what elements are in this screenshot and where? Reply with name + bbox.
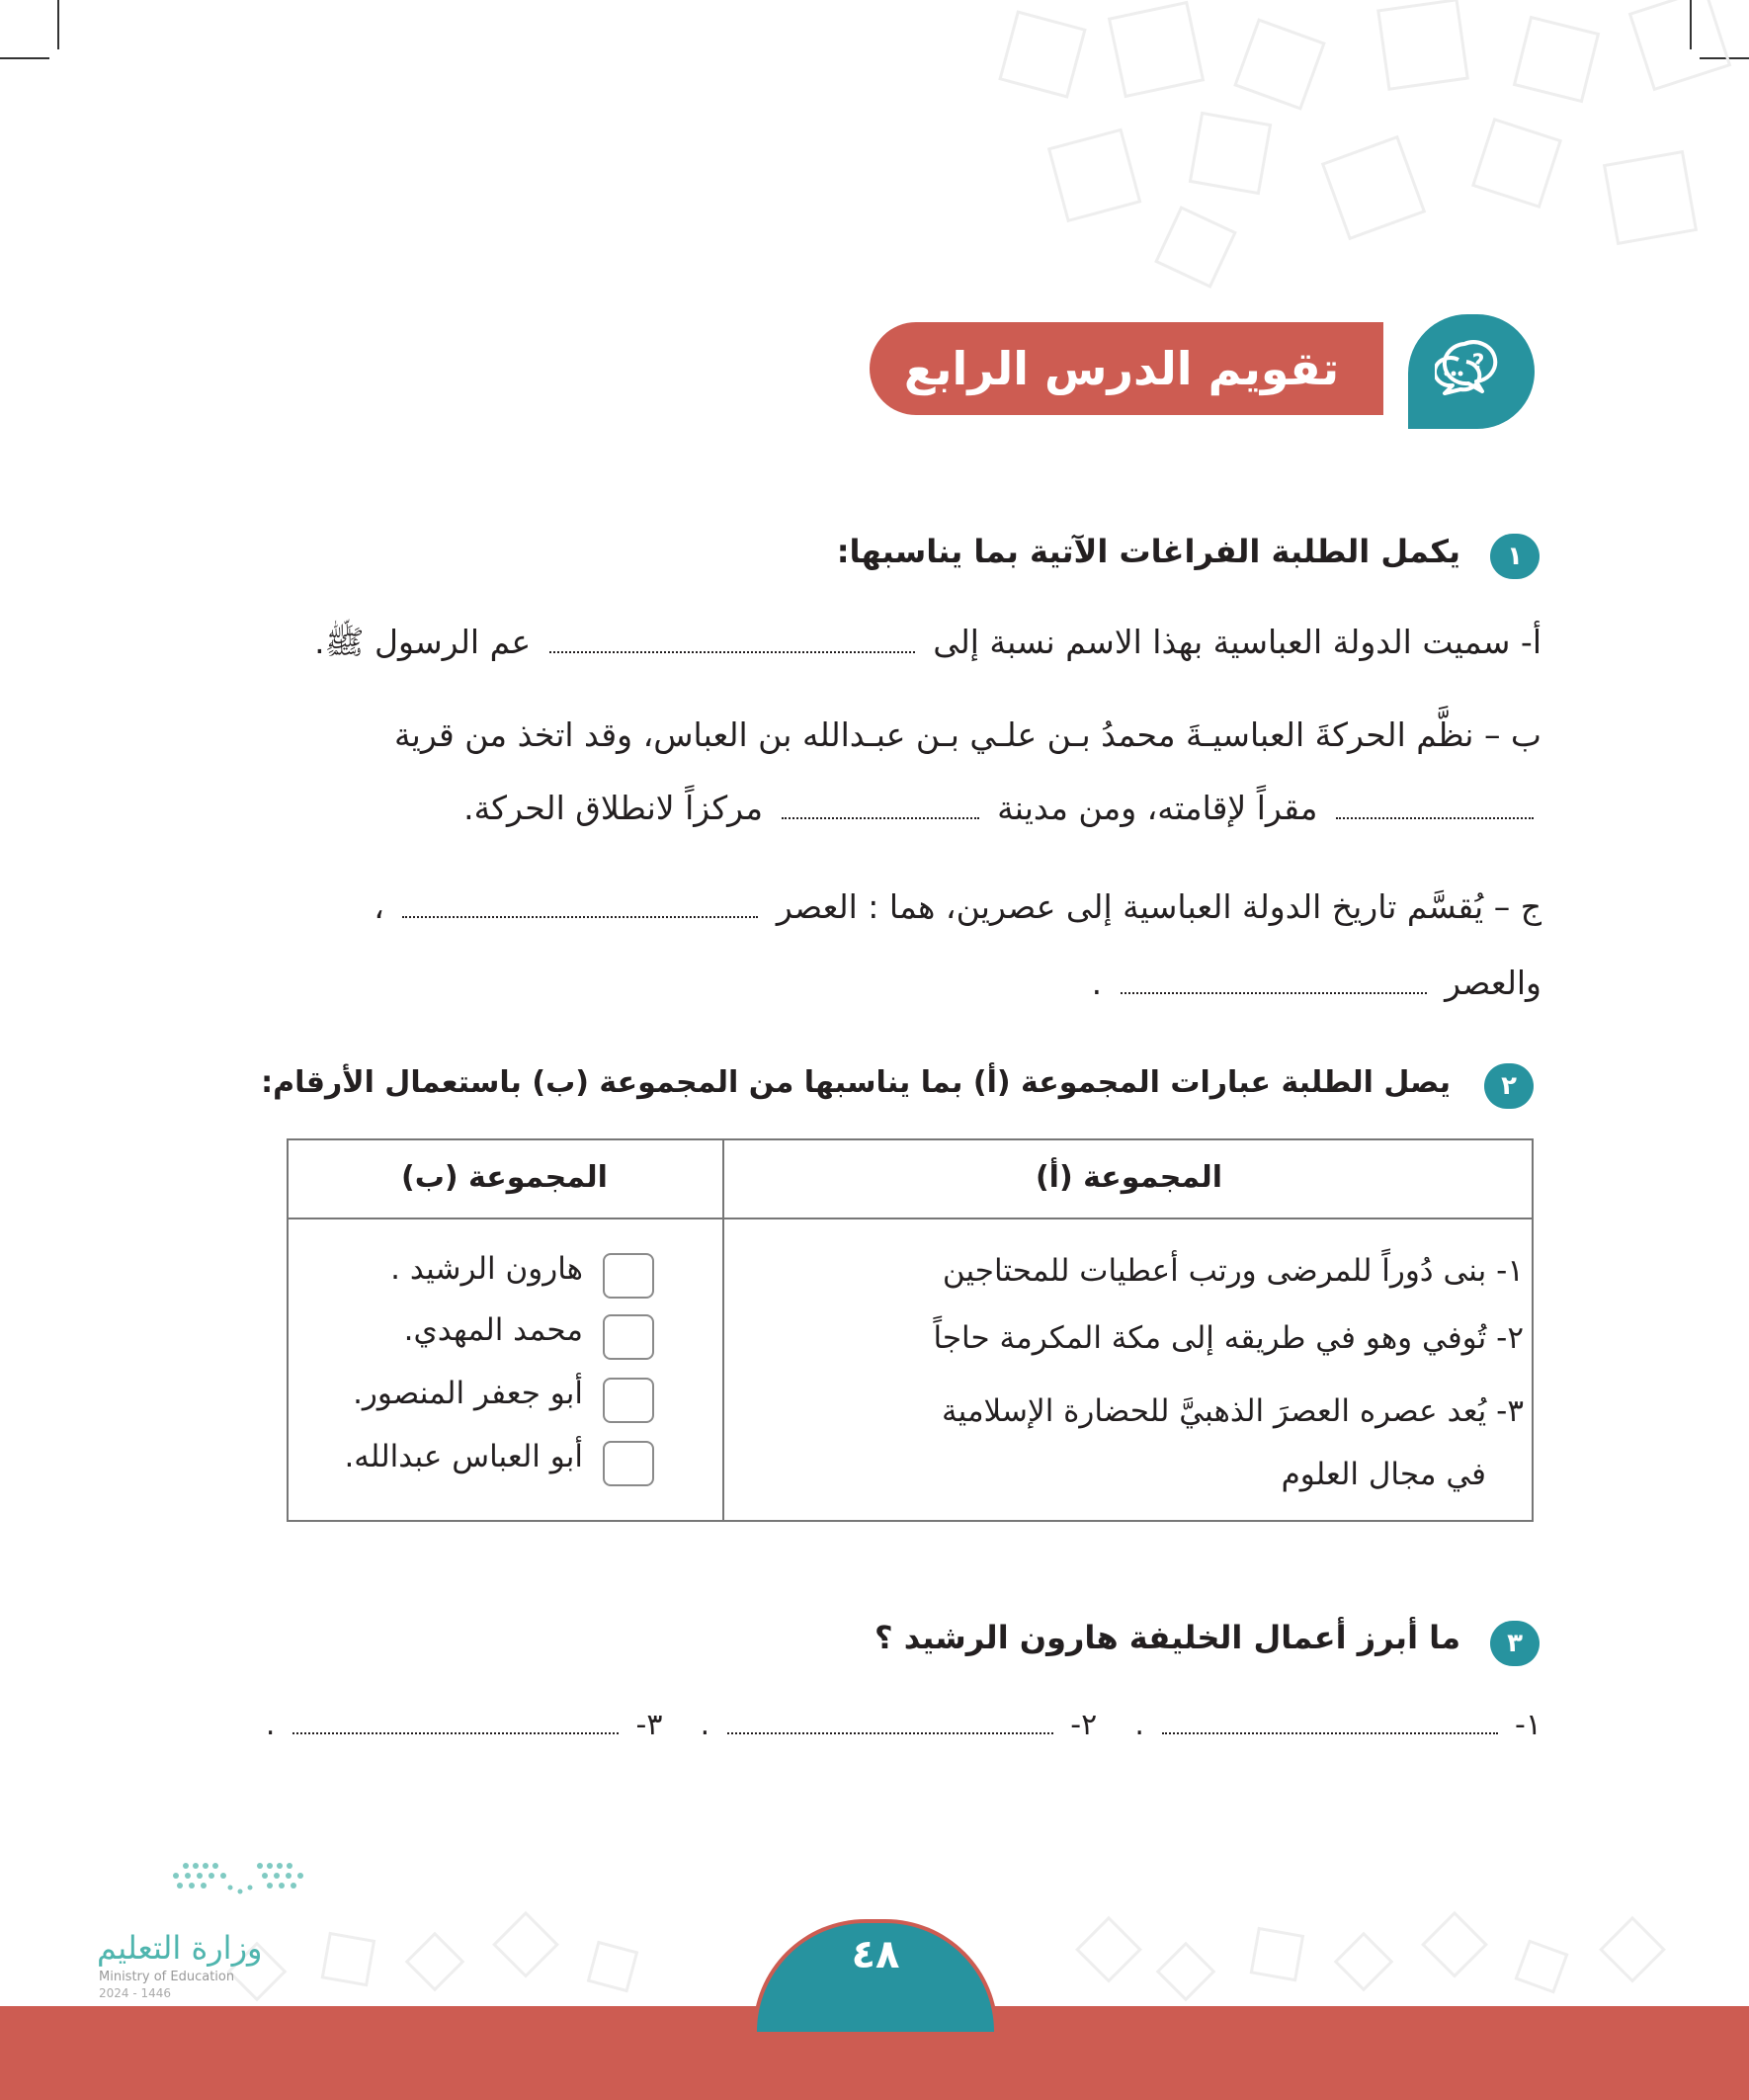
- question-line-b1: ب – نظَّم الحركةَ العباسيـةَ محمدُ بـن علـي بـن عبـدالله بن العباس، وقد اتخذ من قرية: [393, 715, 1541, 754]
- answer-number: ٣-: [635, 1708, 663, 1742]
- question-line-c1: [374, 887, 1541, 926]
- question-text: عم الرسول ﷺ.: [314, 623, 532, 661]
- crop-mark: [57, 0, 59, 49]
- question-text: والعصر: [1445, 964, 1541, 1002]
- crop-mark: [0, 57, 49, 59]
- answer-box[interactable]: [603, 1253, 654, 1299]
- answer-end: .: [1134, 1708, 1144, 1742]
- question-number-badge: ٢: [1484, 1063, 1534, 1109]
- group-b-item: أبو جعفر المنصور.: [353, 1376, 583, 1411]
- table-divider: [287, 1218, 1534, 1219]
- answer-end: .: [700, 1708, 710, 1742]
- ministry-name-english: Ministry of Education: [99, 1970, 235, 1984]
- page-title: تقويم الدرس الرابع: [903, 342, 1340, 395]
- question-number-badge: ١: [1490, 534, 1540, 579]
- question-text: ج – يُقسَّم تاريخ الدولة العباسية إلى عصرين، هما : العصر: [776, 887, 1541, 926]
- question-line-b2: [463, 789, 1541, 827]
- answer-box[interactable]: [603, 1441, 654, 1486]
- question-text: مركزاً لانطلاق الحركة.: [463, 789, 764, 827]
- question-line-a: [314, 623, 1541, 670]
- question-line-c2: [1092, 964, 1541, 1002]
- answer-blank[interactable]: [549, 651, 915, 653]
- answer-end: .: [265, 1708, 276, 1742]
- answer-blank[interactable]: [782, 817, 979, 819]
- answer-blank[interactable]: [1336, 817, 1534, 819]
- question-number-badge: ٣: [1490, 1621, 1540, 1666]
- answer-blank[interactable]: [292, 1732, 619, 1734]
- answer-box[interactable]: [603, 1314, 654, 1360]
- question-prompt: ما أبرز أعمال الخليفة هارون الرشيد ؟: [874, 1619, 1460, 1656]
- page-number: ٤٨: [851, 1932, 900, 1977]
- group-a-item: في مجال العلوم: [1281, 1457, 1486, 1492]
- answer-blank[interactable]: [1162, 1732, 1498, 1734]
- answer-number: ٢-: [1070, 1708, 1098, 1742]
- question-text: ،: [374, 887, 384, 926]
- question-text: .: [1091, 964, 1103, 1002]
- answer-lines: [266, 1708, 1541, 1742]
- group-b-item: محمد المهدي.: [403, 1312, 583, 1348]
- question-text: أ- سميت الدولة العباسية بهذا الاسم نسبة إلى: [933, 623, 1541, 661]
- ministry-name-arabic: وزارة التعليم: [97, 1929, 263, 1967]
- question-prompt: يكمل الطلبة الفراغات الآتية بما يناسبها:: [836, 533, 1460, 570]
- answer-blank[interactable]: [1121, 992, 1427, 994]
- svg-text:?: ?: [1471, 351, 1485, 376]
- question-prompt: يصل الطلبة عبارات المجموعة (أ) بما يناسبها من المجموعة (ب) باستعمال الأرقام:: [261, 1065, 1451, 1100]
- table-header-group-b: المجموعة (ب): [401, 1160, 608, 1195]
- group-a-item: ٢- تُوفي وهو في طريقه إلى مكة المكرمة حاجاً: [933, 1320, 1524, 1356]
- question-text: مقراً لإقامته، ومن مدينة: [997, 789, 1318, 827]
- table-header-group-a: المجموعة (أ): [1035, 1160, 1223, 1195]
- group-b-item: أبو العباس عبدالله.: [344, 1439, 583, 1474]
- decorative-pattern: [968, 0, 1749, 296]
- answer-blank[interactable]: [727, 1732, 1053, 1734]
- answer-blank[interactable]: [402, 916, 758, 918]
- group-b-item: هارون الرشيد .: [390, 1251, 583, 1287]
- group-a-item: ٣- يُعد عصره العصرَ الذهبيَّ للحضارة الإسلامية: [941, 1393, 1524, 1429]
- question-chat-icon: [1435, 334, 1508, 405]
- group-a-item: ١- بنى دُوراً للمرضى ورتب أعطيات للمحتاجين: [942, 1253, 1524, 1289]
- answer-number: ١-: [1515, 1708, 1541, 1742]
- answer-box[interactable]: [603, 1378, 654, 1423]
- edition-year: 2024 - 1446: [99, 1986, 172, 2000]
